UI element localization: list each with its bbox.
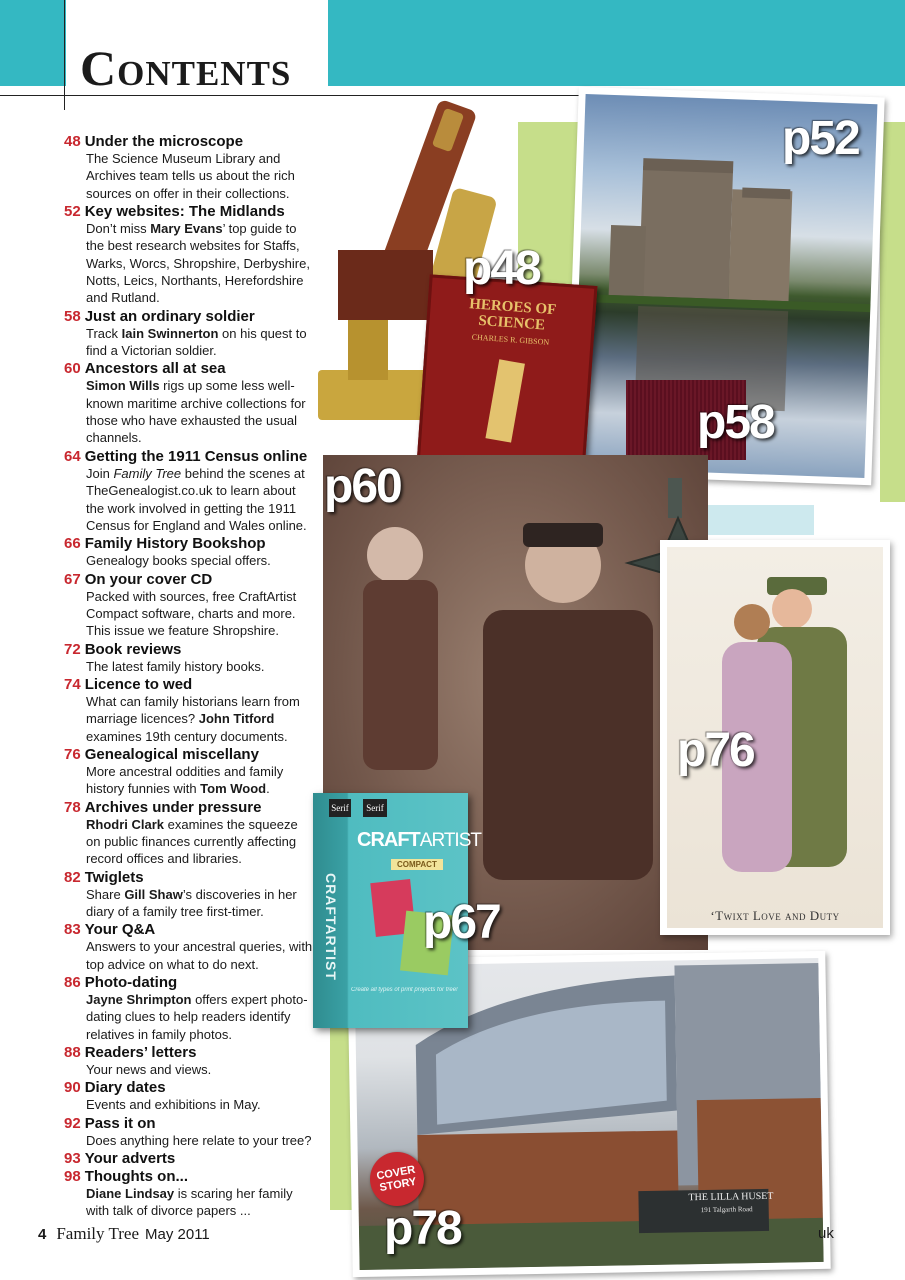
- entry-text: ’ top guide to the best research websites for Staffs, Warks, Worcs, Shropshire, Derbyshire, Notts, Leics, Northants, Herefordshire and Rutland.: [86, 221, 310, 306]
- entry-description: [64, 991, 314, 1043]
- entry-page-number: 86: [64, 974, 81, 992]
- contents-entry[interactable]: [64, 360, 314, 446]
- entry-title: Genealogical miscellany: [84, 745, 259, 763]
- software-tagline: Create all types of print projects for free!: [351, 987, 458, 993]
- contents-entry[interactable]: [64, 1079, 314, 1113]
- book-author: CHARLES R. GIBSON: [471, 332, 550, 347]
- contents-entry[interactable]: [64, 571, 314, 640]
- entry-heading: [64, 571, 314, 588]
- entry-page-number: 82: [64, 868, 81, 886]
- software-title: [357, 829, 481, 852]
- software-brand: Serif: [363, 799, 387, 817]
- issue-date: May 2011: [145, 1226, 210, 1243]
- entry-heading: [64, 203, 314, 220]
- book-title: HEROES OF SCIENCE: [468, 296, 557, 334]
- postcard-illustration: [667, 547, 883, 877]
- entry-text: Does anything here relate to your tree?: [86, 1132, 312, 1148]
- contents-entry[interactable]: [64, 746, 314, 798]
- software-edition: COMPACT: [391, 859, 443, 870]
- building-sign-name: THE LILLA HUSET: [688, 1190, 774, 1204]
- entry-heading: [64, 360, 314, 377]
- entry-page-number: 88: [64, 1044, 81, 1062]
- entry-description: [64, 325, 314, 360]
- entry-text: rigs up some less well-known maritime archive collections for those who have exhausted the usual channels.: [86, 378, 306, 446]
- entry-author: Mary Evans: [150, 221, 223, 237]
- entry-text: Packed with sources, free CraftArtist Compact software, charts and more. This issue we feature Shropshire.: [86, 588, 297, 639]
- entry-title: Pass it on: [84, 1114, 156, 1132]
- postcard-caption: ‘Twixt Love and Duty: [710, 908, 840, 923]
- entry-author: Rhodri Clark: [86, 816, 165, 832]
- entry-description: [64, 1061, 314, 1078]
- entry-heading: [64, 746, 314, 763]
- entry-text: is scaring her family with talk of divorce papers ...: [86, 1186, 293, 1219]
- entry-page-number: 83: [64, 921, 81, 939]
- entry-text: The latest family history books.: [86, 658, 265, 674]
- entry-description: [64, 150, 314, 202]
- entry-title: Photo-dating: [84, 974, 178, 992]
- entry-author: Simon Wills: [86, 378, 160, 394]
- contents-entry[interactable]: [64, 974, 314, 1043]
- entry-author: Jayne Shrimpton: [86, 992, 192, 1008]
- contents-entry[interactable]: [64, 921, 314, 973]
- entry-author: John Titford: [198, 711, 275, 727]
- entry-title: Thoughts on...: [84, 1168, 188, 1186]
- label-p58: p58: [697, 396, 774, 449]
- software-brand-spine: Serif: [329, 799, 351, 817]
- entry-text: ’s discoveries in her diary of a family tree first-timer.: [86, 886, 297, 919]
- contents-entry[interactable]: [64, 203, 314, 307]
- entry-page-number: 74: [64, 675, 81, 693]
- entry-description: [64, 377, 314, 446]
- entry-author: Iain Swinnerton: [121, 325, 219, 341]
- entry-heading: [64, 308, 314, 325]
- entry-heading: [64, 1168, 314, 1185]
- entry-text: Answers to your ancestral queries, with top advice on what to do next.: [86, 939, 313, 972]
- contents-entry[interactable]: [64, 1168, 314, 1220]
- entry-page-number: 66: [64, 535, 81, 553]
- entry-title: Key websites: The Midlands: [84, 203, 285, 221]
- entry-description: [64, 465, 314, 534]
- leaning-tower-icon: [473, 353, 539, 447]
- contents-entry[interactable]: [64, 133, 314, 202]
- entry-text: .: [266, 781, 270, 797]
- software-spine-label: CRAFTARTIST: [323, 873, 339, 981]
- entry-page-number: 93: [64, 1150, 81, 1168]
- entry-description: [64, 220, 314, 307]
- contents-entry[interactable]: [64, 1150, 314, 1167]
- entry-title: Diary dates: [84, 1079, 166, 1097]
- entry-heading: [64, 133, 314, 150]
- entry-description: [64, 816, 314, 868]
- entry-text: What can family historians learn from marriage licences?: [86, 693, 300, 727]
- entry-text: Your news and views.: [86, 1062, 212, 1078]
- building-sign-address: 191 Talgarth Road: [700, 1205, 753, 1215]
- entry-page-number: 98: [64, 1168, 81, 1186]
- entry-heading: [64, 1079, 314, 1096]
- entry-heading: [64, 1044, 314, 1061]
- footer-url: uk: [818, 1225, 834, 1242]
- entry-text: Track: [86, 325, 122, 341]
- entry-title: Just an ordinary soldier: [84, 307, 255, 325]
- entry-description: [64, 763, 314, 798]
- contents-entry[interactable]: [64, 641, 314, 675]
- contents-entry[interactable]: [64, 676, 314, 745]
- entry-title: Family History Bookshop: [84, 535, 266, 553]
- entry-heading: [64, 869, 314, 886]
- entry-heading: [64, 448, 314, 465]
- entry-page-number: 52: [64, 203, 81, 221]
- entry-page-number: 72: [64, 640, 81, 658]
- entry-author: Diane Lindsay: [86, 1186, 175, 1202]
- cover-story-badge: COVER STORY: [366, 1148, 429, 1211]
- entry-title: Book reviews: [84, 640, 182, 658]
- title-rule-vertical: [64, 0, 65, 110]
- entry-heading: [64, 676, 314, 693]
- entry-description: [64, 1096, 314, 1113]
- entry-heading: [64, 921, 314, 938]
- entry-text: Share: [86, 886, 125, 902]
- contents-entry[interactable]: [64, 1115, 314, 1149]
- deco-green-strip: [880, 122, 905, 502]
- page-title: Contents: [80, 40, 292, 96]
- entry-description: [64, 1132, 314, 1149]
- contents-entry[interactable]: [64, 308, 314, 360]
- entry-text: examines 19th century documents.: [86, 728, 288, 744]
- entry-text: offers expert photo-dating clues to help readers identify relatives in family photos.: [86, 992, 308, 1042]
- page-footer: [38, 1224, 210, 1245]
- entry-text: More ancestral oddities and family history funnies with: [86, 763, 284, 797]
- entry-text: on his quest to find a Victorian soldier.: [86, 325, 307, 359]
- entry-author: Gill Shaw: [124, 886, 183, 902]
- software-name-part-1: CRAFT: [357, 829, 420, 851]
- contents-entry[interactable]: [64, 799, 314, 868]
- entry-description: [64, 658, 314, 675]
- label-p78: p78: [384, 1202, 461, 1255]
- contents-entry[interactable]: [64, 448, 314, 534]
- entry-title: Getting the 1911 Census online: [84, 447, 308, 465]
- entry-text: examines the squeeze on public finances currently affecting record offices and libraries.: [86, 816, 298, 867]
- software-name-part-2: ARTIST: [419, 830, 481, 851]
- entry-page-number: 58: [64, 307, 81, 325]
- entry-page-number: 90: [64, 1079, 81, 1097]
- entry-text: The Science Museum Library and Archives team tells us about the rich sources on offer in their collections.: [86, 151, 295, 201]
- entry-page-number: 48: [64, 133, 81, 150]
- entry-text: Join: [86, 465, 114, 481]
- entry-title: Archives under pressure: [84, 798, 262, 816]
- contents-entry[interactable]: [64, 869, 314, 921]
- contents-entry[interactable]: [64, 535, 314, 569]
- entry-page-number: 67: [64, 570, 81, 588]
- entry-title: Your adverts: [84, 1150, 176, 1168]
- entry-heading: [64, 1150, 314, 1167]
- entry-description: [64, 886, 314, 921]
- entry-description: [64, 552, 314, 569]
- entry-text: Genealogy books special offers.: [86, 553, 271, 569]
- entry-title: Your Q&A: [84, 921, 156, 939]
- book-image: [417, 274, 598, 475]
- entry-page-number: 76: [64, 745, 81, 763]
- page-number: 4: [38, 1226, 47, 1243]
- entry-description: [64, 938, 314, 973]
- entry-heading: [64, 974, 314, 991]
- entry-title: Ancestors all at sea: [84, 360, 226, 378]
- entry-page-number: 92: [64, 1114, 81, 1132]
- contents-list: [64, 133, 314, 1221]
- entry-heading: [64, 799, 314, 816]
- entry-text: Events and exhibitions in May.: [86, 1097, 261, 1113]
- entry-title: Readers’ letters: [84, 1044, 197, 1062]
- label-p67: p67: [423, 896, 500, 949]
- entry-title: Licence to wed: [84, 675, 193, 693]
- label-p48: p48: [463, 242, 540, 295]
- label-p52: p52: [782, 112, 859, 165]
- entry-heading: [64, 641, 314, 658]
- entry-text: Don’t miss: [86, 221, 151, 237]
- entry-title: Under the microscope: [84, 133, 244, 150]
- label-p76: p76: [677, 724, 754, 777]
- entry-title: On your cover CD: [84, 570, 213, 588]
- entry-text: behind the scenes at TheGenealogist.co.uk to learn about the work involved in getting the 1911 Census for England and Wales online.: [86, 465, 307, 533]
- entry-description: [64, 693, 314, 745]
- contents-entry[interactable]: [64, 1044, 314, 1078]
- entry-heading: [64, 1115, 314, 1132]
- label-p60: p60: [324, 460, 401, 513]
- entry-title: Twiglets: [84, 868, 144, 886]
- entry-heading: [64, 535, 314, 552]
- entry-description: [64, 588, 314, 640]
- entry-page-number: 64: [64, 447, 81, 465]
- entry-description: [64, 1185, 314, 1220]
- entry-page-number: 78: [64, 798, 81, 816]
- magazine-name: Family Tree: [56, 1224, 139, 1243]
- entry-emphasis: Family Tree: [113, 465, 182, 481]
- entry-author: Tom Wood: [200, 781, 267, 797]
- entry-page-number: 60: [64, 360, 81, 378]
